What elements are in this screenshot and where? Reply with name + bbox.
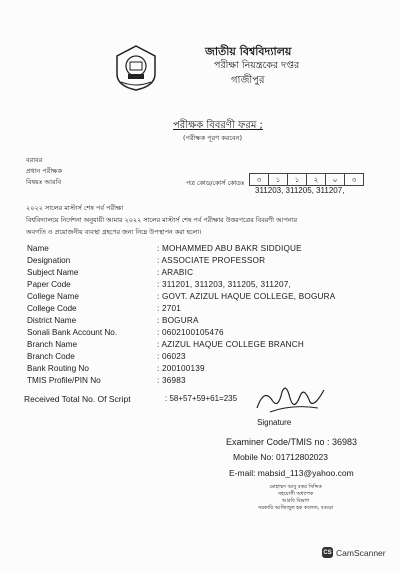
stamp-line: আরবি বিভাগ: [282, 498, 310, 504]
form-subtitle: (পরীক্ষক পূরণ করবেন): [183, 134, 243, 142]
camscanner-logo-icon: CS: [322, 547, 333, 558]
field-value: : BOGURA: [157, 316, 199, 325]
field-label: TMIS Profile/PIN No: [27, 376, 101, 385]
body-text-line-1: বিশ্ববিদ্যালয়ে নির্দেশনা অনুযায়ী আমার ২০২২ সালের মাস্টার্স শেষ পর্ব পরীক্ষার উত্তরপত্রের বিবরণী আপনার: [26, 216, 297, 224]
field-label: Branch Code: [27, 352, 75, 361]
university-name: জাতীয় বিশ্ববিদ্যালয়: [205, 45, 292, 58]
field-label: Name: [27, 244, 49, 253]
field-label: District Name: [27, 316, 77, 325]
field-label: Paper Code: [27, 280, 71, 289]
office-location: গাজীপুর: [231, 75, 265, 86]
signature-mark: [252, 378, 332, 418]
field-value: : 36983: [157, 376, 186, 385]
field-label: Bank Routing No: [27, 364, 89, 373]
paper-code-digit: ১: [288, 173, 307, 186]
received-label: Received Total No. Of Script: [24, 394, 131, 404]
stamp-line: সরকারি আজিজুল হক কলেজ, বগুড়া: [258, 505, 334, 511]
field-value: : 311201, 311203, 311205, 311207,: [157, 280, 291, 289]
form-title: পরীক্ষক বিবরণী ফরম ;: [173, 120, 263, 131]
subject-line: বিষয়ঃ আরবি: [26, 178, 62, 186]
field-label: Designation: [27, 256, 71, 265]
office-name: পরীক্ষা নিয়ন্ত্রকের দপ্তর: [214, 60, 300, 71]
received-value: : 58+57+59+61=235: [165, 394, 238, 403]
field-label: Sonali Bank Account No.: [27, 328, 118, 337]
field-value: : ARABIC: [157, 268, 194, 277]
stamp-line: সহযোগী অধ্যাপক: [277, 491, 314, 497]
exam-intro: ২০২২ সালের মাস্টার্স শেষ পর্ব পরীক্ষা: [26, 204, 124, 212]
email-address: E-mail: mabsid_113@yahoo.com: [229, 468, 354, 478]
field-value: : 0602100105476: [157, 328, 224, 337]
camscanner-watermark: CamScanner: [336, 548, 386, 558]
field-label: Subject Name: [27, 268, 79, 277]
stamp-line: মোহাম্মদ আবু বকর সিদ্দিক: [269, 484, 322, 490]
signature-label: Signature: [257, 418, 292, 427]
examiner-code: Examiner Code/TMIS no : 36983: [226, 437, 358, 447]
field-label: College Name: [27, 292, 79, 301]
paper-code-handwritten: 311203, 311205, 311207,: [255, 186, 345, 195]
paper-code-label: পত্র কোড/কোর্স কোডঃ: [186, 180, 245, 187]
field-value: : 2701: [157, 304, 181, 313]
official-stamp: [258, 484, 333, 512]
field-value: : GOVT. AZIZUL HAQUE COLLEGE, BOGURA: [157, 292, 336, 301]
university-logo: [113, 44, 159, 92]
field-value: : 200100139: [157, 364, 205, 373]
body-text-line-2: অবগতি ও প্রয়োজনীয় ব্যবস্থা গ্রহণের জন্য নিম্নে উপস্থাপন করা হলো।: [26, 228, 202, 236]
field-value: : 06023: [157, 352, 186, 361]
field-label: Branch Name: [27, 340, 78, 349]
paper-code-digit: ১: [269, 173, 288, 186]
paper-code-digit: ০: [326, 173, 345, 186]
address-line-1: বরাবর: [26, 156, 43, 164]
field-value: : AZIZUL HAQUE COLLEGE BRANCH: [157, 340, 304, 349]
mobile-number: Mobile No: 01712802023: [233, 452, 328, 462]
field-value: : ASSOCIATE PROFESSOR: [157, 256, 266, 265]
field-value: : MOHAMMED ABU BAKR SIDDIQUE: [157, 244, 302, 253]
paper-code-digit: ৩: [345, 173, 364, 186]
field-label: College Code: [27, 304, 77, 313]
address-line-2: প্রধান পরীক্ষক: [26, 167, 62, 175]
paper-code-digit: ২: [307, 173, 326, 186]
paper-code-digit: ৩: [249, 173, 269, 186]
paper-code-boxes: [249, 173, 364, 186]
